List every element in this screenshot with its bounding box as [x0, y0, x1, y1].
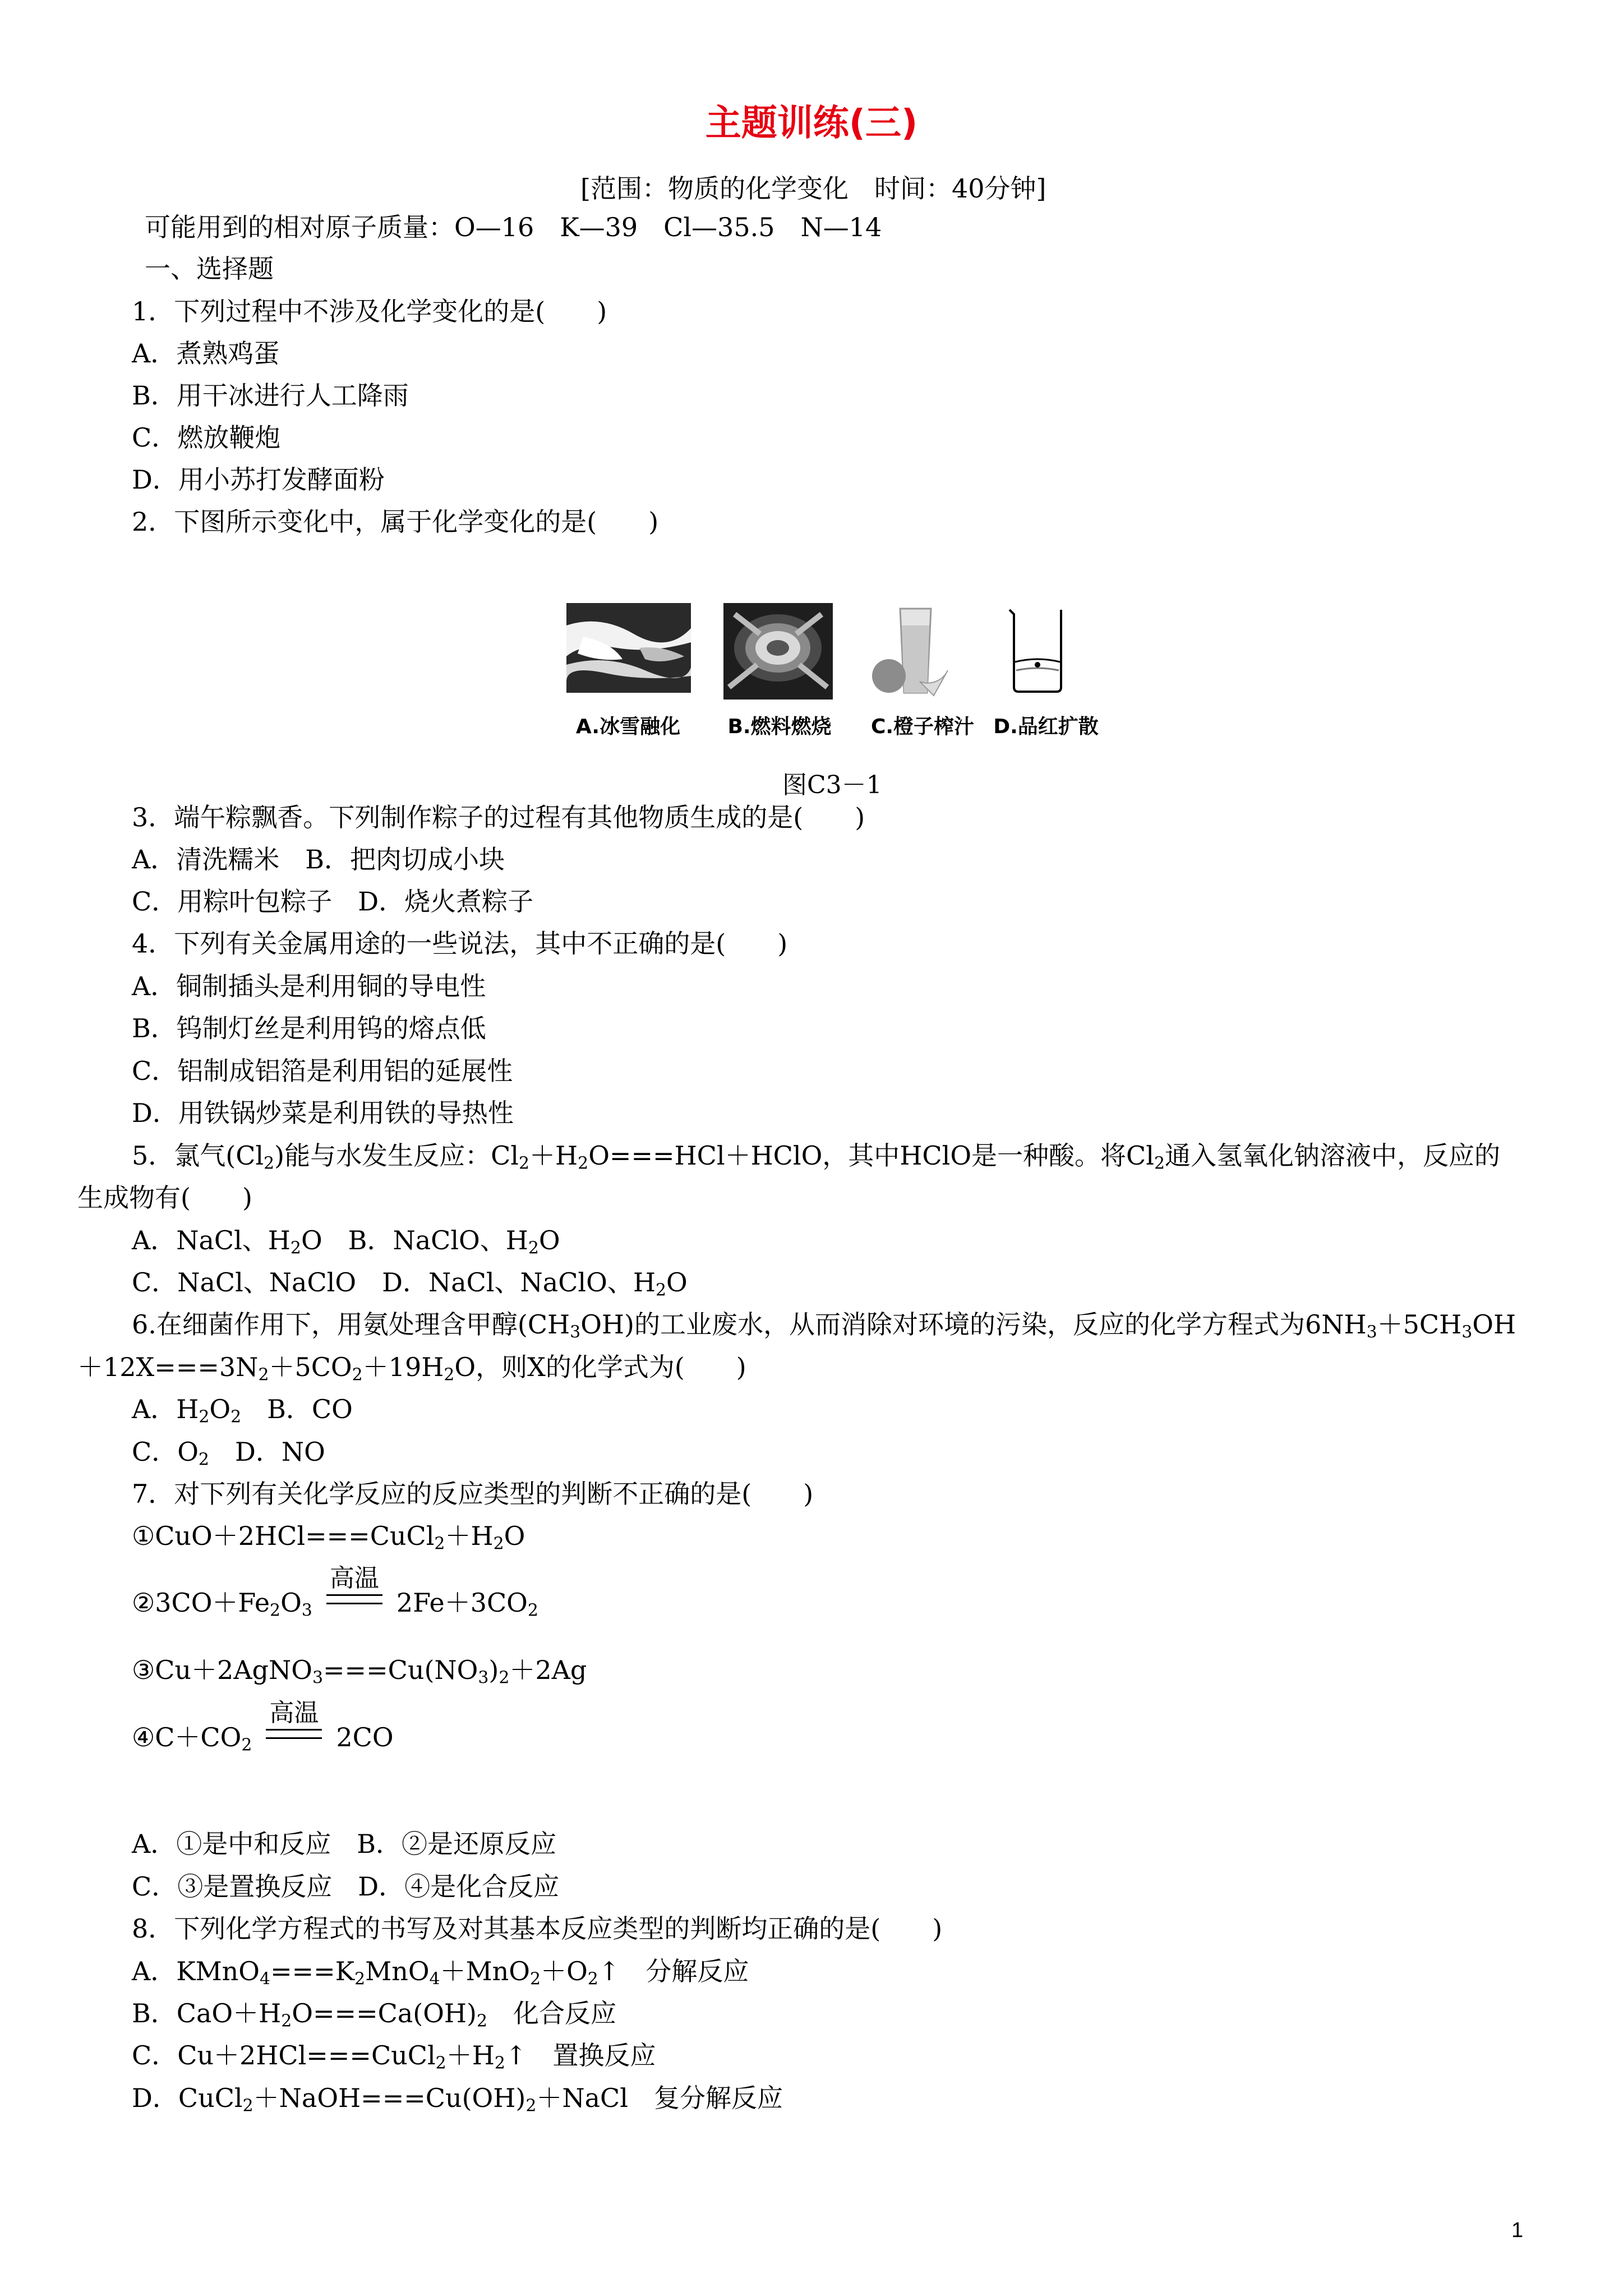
question-8-option-c: C．$Cu+2HCl===CuCl_2+H_2↑$ 置换反应 [132, 2040, 656, 2073]
high-temperature-condition: 高温 [324, 1591, 385, 1619]
question-8-option-b: B．$CaO+H_2O===Ca(OH)_2$ 化合反应 [132, 1998, 617, 2031]
section-heading: 一、选择题 [145, 254, 274, 284]
question-6-stem: 6.在细菌作用下，用氨处理含甲醇$(CH_3OH)$的工业废水，从而消除对环境的污染，反应的化学方程式为$6NH_3+5CH_3OH$ [132, 1309, 1516, 1342]
question-4-option-b: B．钨制灯丝是利用钨的熔点低 [132, 1013, 486, 1043]
question-1-option-d: D．用小苏打发酵面粉 [132, 464, 385, 495]
figure-item-d [993, 603, 1127, 749]
question-8-stem: 8．下列化学方程式的书写及对其基本反应类型的判断均正确的是( ) [132, 1913, 943, 1944]
figure-item-b [723, 603, 852, 749]
reaction-4: $④C+CO_2$ 高温 2CO [132, 1699, 394, 1755]
question-1-stem: 1．下列过程中不涉及化学变化的是( ) [132, 296, 607, 326]
figure-label: 图C3－1 [782, 771, 882, 799]
question-7-stem: 7．对下列有关化学反应的反应类型的判断不正确的是( ) [132, 1479, 814, 1509]
high-temperature-condition: 高温 [263, 1726, 325, 1754]
gas-stove-flame-photo [723, 603, 833, 700]
question-3-options-ab: A．清洗糯米 B．把肉切成小块 [132, 844, 505, 875]
question-1-option-a: A．煮熟鸡蛋 [132, 338, 280, 369]
question-8-option-a: A．$KMnO_4===K_2MnO_4+MnO_2+O_2↑$ 分解反应 [132, 1956, 749, 1989]
question-5-stem: 5．氯气$(Cl_2)$能与水发生反应：$Cl_2+H_2O===HCl+HClO$，其中HClO是一种酸。将$Cl_2$通入氢氧化钠溶液中，反应的 [132, 1140, 1500, 1174]
reaction-1: $①CuO+2HCl===CuCl_2+H_2O$ [132, 1521, 525, 1554]
reaction-2: $②3CO+Fe_2O_3$ 高温 $2Fe+3CO_2$ [132, 1564, 538, 1621]
scope-line: [范围：物质的化学变化 时间：40分钟] [580, 173, 1046, 204]
question-4-option-c: C．铝制成铝箔是利用铝的延展性 [132, 1056, 513, 1086]
question-5-stem-continued: 生成物有( ) [77, 1182, 252, 1213]
caption-d: D.品红扩散 [993, 715, 1099, 738]
question-4-stem: 4．下列有关金属用途的一些说法，其中不正确的是( ) [132, 928, 788, 959]
caption-a: A.冰雪融化 [575, 715, 681, 738]
page-number: 1 [1511, 2219, 1524, 2242]
orange-juice-photo [866, 603, 951, 701]
question-7-options-ab: A．①是中和反应 B．②是还原反应 [132, 1829, 557, 1859]
beaker-diffusion-drawing [998, 603, 1074, 696]
question-4-option-d: D．用铁锅炒菜是利用铁的导热性 [132, 1098, 514, 1128]
figure-item-a [566, 603, 695, 749]
question-8-option-d: D．$CuCl_2+NaOH===Cu(OH)_2+NaCl$ 复分解反应 [132, 2083, 783, 2116]
question-5-options-cd: C．NaCl、NaClO D．NaCl、NaClO、$H_2O$ [132, 1267, 688, 1300]
caption-b: B.燃料燃烧 [727, 715, 832, 738]
question-3-stem: 3．端午粽飘香。下列制作粽子的过程有其他物质生成的是( ) [132, 802, 865, 832]
question-4-option-a: A．铜制插头是利用铜的导电性 [132, 971, 486, 1001]
figure-c3-1 [566, 603, 1122, 749]
question-5-options-ab: A．NaCl、$H_2O$ B．NaClO、$H_2O$ [132, 1225, 560, 1258]
question-3-options-cd: C．用粽叶包粽子 D．烧火煮粽子 [132, 886, 534, 917]
snow-melting-photo [566, 603, 691, 693]
reaction-3: $③Cu+2AgNO_3===Cu(NO_3)_2+2Ag$ [132, 1655, 587, 1688]
question-6-options-ab: A．$H_2O_2$ B．CO [132, 1394, 353, 1427]
question-7-options-cd: C．③是置换反应 D．④是化合反应 [132, 1871, 560, 1902]
caption-c: C.橙子榨汁 [870, 715, 975, 738]
question-1-option-b: B．用干冰进行人工降雨 [132, 380, 409, 411]
question-1-option-c: C．燃放鞭炮 [132, 422, 281, 453]
question-2-stem: 2．下图所示变化中，属于化学变化的是( ) [132, 507, 659, 537]
question-6-options-cd: C．$O_2$ D．NO [132, 1437, 325, 1470]
question-6-stem-continued: $+12X===3N_2+5CO_2+19H_2O$，则X的化学式为( ) [77, 1352, 746, 1385]
page-title: 主题训练(三) [705, 103, 918, 144]
atomic-mass-line: 可能用到的相对原子质量：O—16 K—39 Cl—35.5 N—14 [145, 212, 882, 242]
